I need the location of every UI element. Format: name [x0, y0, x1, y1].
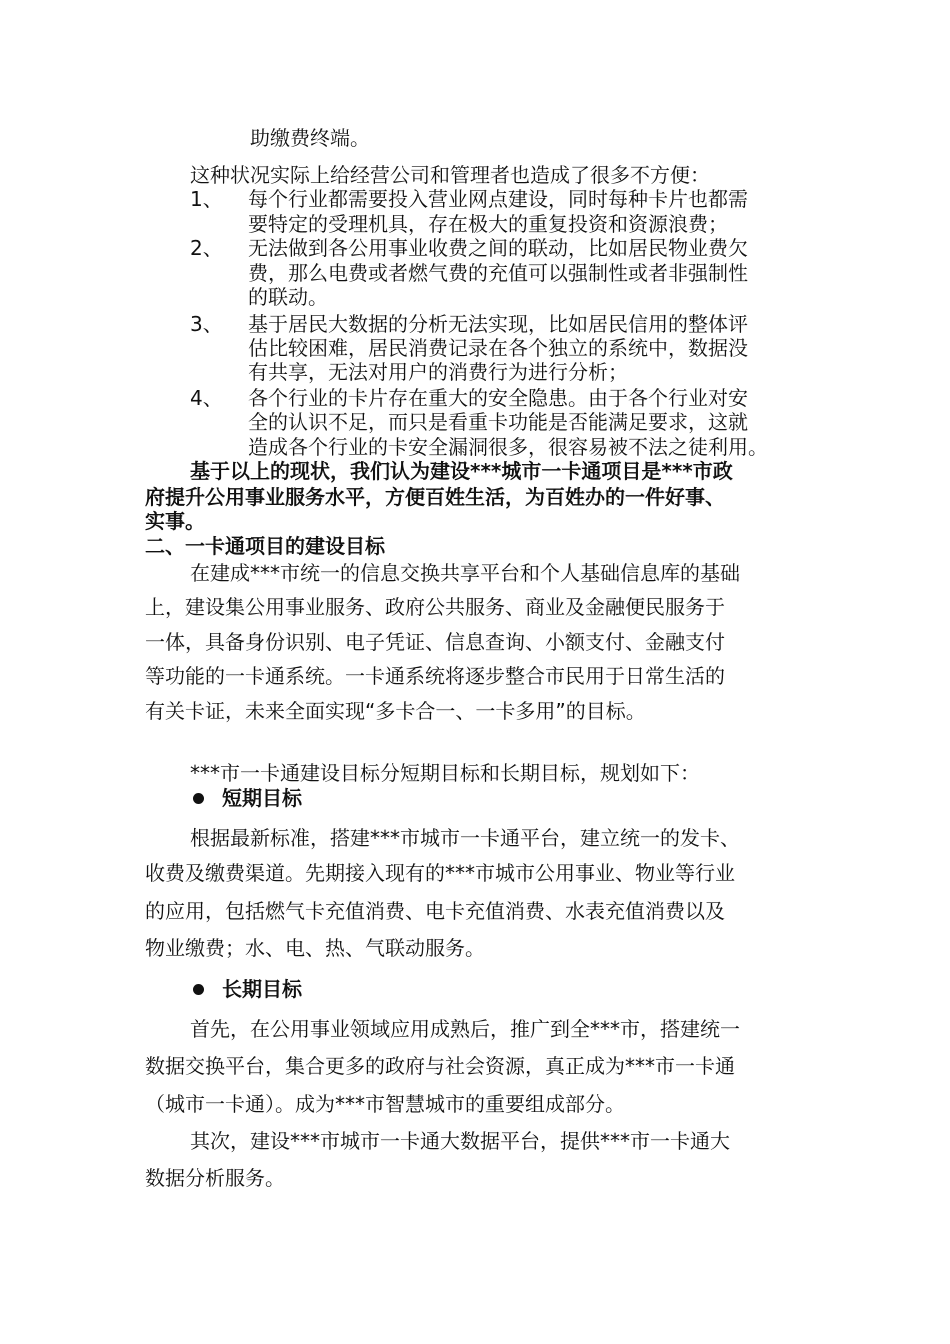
bullet-icon [193, 793, 204, 804]
long-term-line: 数据分析服务。 [145, 1166, 285, 1190]
intro-text: 这种状况实际上给经营公司和管理者也造成了很多不方便： [190, 163, 710, 187]
short-term-line: 根据最新标准，搭建***市城市一卡通平台，建立统一的发卡、 [190, 826, 740, 850]
short-term-line: 的应用，包括燃气卡充值消费、电卡充值消费、水表充值消费以及 [145, 899, 725, 923]
top-fragment: 助缴费终端。 [250, 126, 370, 150]
problem-line: 各个行业的卡片存在重大的安全隐患。由于各个行业对安 [248, 386, 748, 410]
short-term-title: 短期目标 [222, 786, 302, 810]
problem-line: 造成各个行业的卡安全漏洞很多，很容易被不法之徒利用。 [248, 435, 768, 459]
problem-number: 1、 [190, 187, 223, 211]
goal-line: 在建成***市统一的信息交换共享平台和个人基础信息库的基础 [190, 561, 740, 585]
bullet-icon [193, 984, 204, 995]
conclusion-line: 基于以上的现状，我们认为建设***城市一卡通项目是***市政 [190, 459, 733, 483]
problem-line: 估比较困难，居民消费记录在各个独立的系统中，数据没 [248, 336, 748, 360]
short-term-line: 收费及缴费渠道。先期接入现有的***市城市公用事业、物业等行业 [145, 861, 735, 885]
problem-line: 有共享，无法对用户的消费行为进行分析； [248, 360, 628, 384]
goal-line: 等功能的一卡通系统。一卡通系统将逐步整合市民用于日常生活的 [145, 664, 725, 688]
long-term-line: 数据交换平台，集合更多的政府与社会资源，真正成为***市一卡通 [145, 1054, 735, 1078]
section-heading: 二、一卡通项目的建设目标 [145, 534, 385, 558]
problem-line: 费，那么电费或者燃气费的充值可以强制性或者非强制性 [248, 261, 748, 285]
long-term-line: 其次，建设***市城市一卡通大数据平台，提供***市一卡通大 [190, 1129, 730, 1153]
conclusion-line: 府提升公用事业服务水平，方便百姓生活，为百姓办的一件好事、 [145, 485, 725, 509]
problem-line: 每个行业都需要投入营业网点建设，同时每种卡片也都需 [248, 187, 748, 211]
problem-line: 的联动。 [248, 285, 328, 309]
problem-number: 3、 [190, 312, 223, 336]
plan-intro: ***市一卡通建设目标分短期目标和长期目标，规划如下： [190, 761, 700, 785]
long-term-line: （城市一卡通）。成为***市智慧城市的重要组成部分。 [145, 1092, 625, 1116]
long-term-title: 长期目标 [222, 977, 302, 1001]
short-term-line: 物业缴费；水、电、热、气联动服务。 [145, 936, 485, 960]
problem-line: 要特定的受理机具，存在极大的重复投资和资源浪费； [248, 212, 728, 236]
conclusion-line: 实事。 [145, 509, 205, 533]
goal-line: 一体，具备身份识别、电子凭证、信息查询、小额支付、金融支付 [145, 630, 725, 654]
goal-line: 上，建设集公用事业服务、政府公共服务、商业及金融便民服务于 [145, 595, 725, 619]
long-term-line: 首先，在公用事业领域应用成熟后，推广到全***市，搭建统一 [190, 1017, 740, 1041]
problem-number: 4、 [190, 386, 223, 410]
problem-line: 全的认识不足，而只是看重卡功能是否能满足要求，这就 [248, 410, 748, 434]
goal-line: 有关卡证，未来全面实现“多卡合一、一卡多用”的目标。 [145, 699, 646, 723]
problem-number: 2、 [190, 236, 223, 260]
problem-line: 无法做到各公用事业收费之间的联动，比如居民物业费欠 [248, 236, 748, 260]
problem-line: 基于居民大数据的分析无法实现，比如居民信用的整体评 [248, 312, 748, 336]
